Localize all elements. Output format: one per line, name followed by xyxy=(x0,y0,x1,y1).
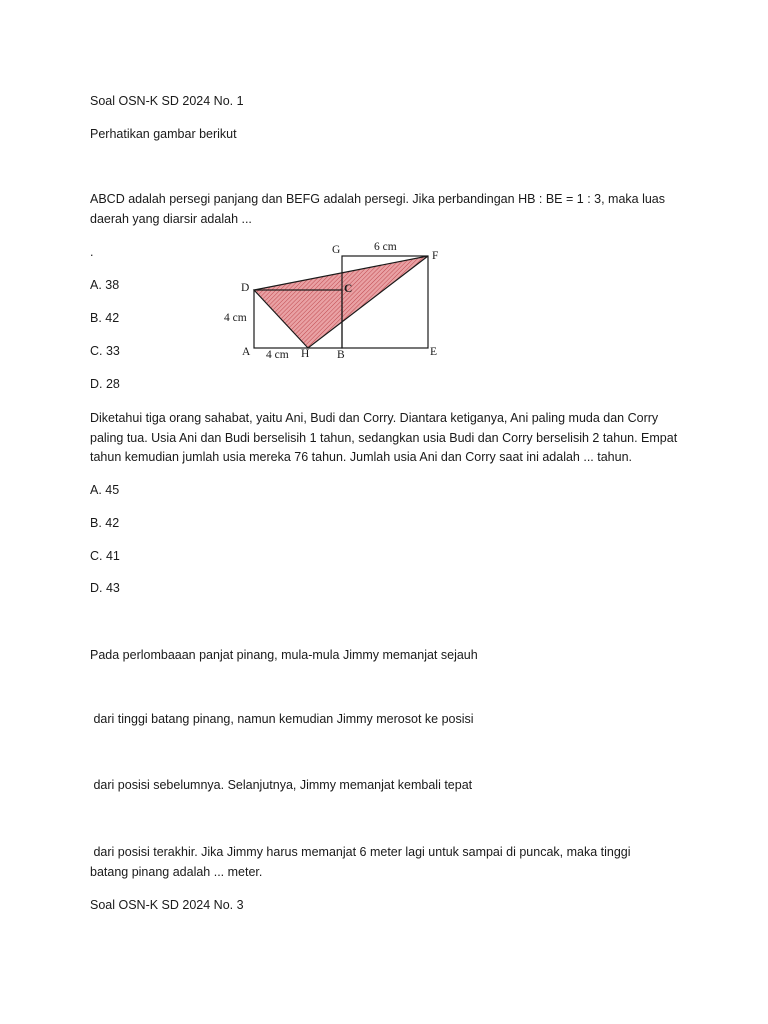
label-h: H xyxy=(301,348,310,360)
question-3-line-5: batang pinang adalah ... meter. xyxy=(90,864,263,879)
question-2-line-3: tahun kemudian jumlah usia mereka 76 tahun. Jumlah usia Ani dan Corry saat ini adalah ... tahun. xyxy=(90,450,632,464)
question-3-line-2: dari tinggi batang pinang, namun kemudian Jimmy merosot ke posisi xyxy=(90,712,474,726)
q2-option-a: A. 45 xyxy=(90,483,120,497)
label-c: C xyxy=(344,283,353,295)
question-2-line-1: Diketahui tiga orang sahabat, yaitu Ani, Budi dan Corry. Diantara ketiganya, Ani paling muda dan Corry xyxy=(90,411,659,425)
question-1-heading: Soal OSN-K SD 2024 No. 1 xyxy=(90,94,244,108)
q1-option-d: D. 28 xyxy=(90,377,120,391)
label-e: E xyxy=(430,346,438,358)
stray-dot: . xyxy=(90,245,94,259)
label-side-ad: 4 cm xyxy=(224,312,247,324)
next-question-heading: Soal OSN-K SD 2024 No. 3 xyxy=(90,898,244,912)
question-2-text xyxy=(90,409,678,468)
label-a: A xyxy=(242,346,251,358)
q1-option-b: B. 42 xyxy=(90,311,120,325)
question-1-line-2: daerah yang diarsir adalah ... xyxy=(90,211,252,226)
question-2-line-2: paling tua. Usia Ani dan Budi berselisih 1 tahun, sedangkan usia Budi dan Corry berselisih 2 tahun. Empat xyxy=(90,430,678,445)
geometry-figure xyxy=(215,236,455,366)
label-g: G xyxy=(332,244,341,256)
question-3-line-3: dari posisi sebelumnya. Selanjutnya, Jimmy memanjat kembali tepat xyxy=(90,778,473,792)
shaded-triangle xyxy=(254,256,428,348)
question-3-text-end xyxy=(90,843,670,882)
question-1-intro: Perhatikan gambar berikut xyxy=(90,127,237,141)
question-3-line-4: dari posisi terakhir. Jika Jimmy harus memanjat 6 meter lagi untuk sampai di puncak, maka tinggi xyxy=(90,845,631,859)
q1-option-a: A. 38 xyxy=(90,278,120,292)
label-side-ah: 4 cm xyxy=(266,349,289,361)
q1-option-c: C. 33 xyxy=(90,344,120,358)
q2-option-c: C. 41 xyxy=(90,549,120,563)
q2-option-b: B. 42 xyxy=(90,516,120,530)
q2-option-d: D. 43 xyxy=(90,581,120,595)
label-d: D xyxy=(241,282,250,294)
question-1-line-1: ABCD adalah persegi panjang dan BEFG adalah persegi. Jika perbandingan HB : BE = 1 : 3, maka luas xyxy=(90,192,666,206)
label-f: F xyxy=(432,250,439,262)
label-side-gf: 6 cm xyxy=(374,241,397,253)
label-b: B xyxy=(337,349,345,361)
question-3-line-1: Pada perlombaaan panjat pinang, mula-mula Jimmy memanjat sejauh xyxy=(90,648,478,662)
question-1-text xyxy=(90,190,670,229)
